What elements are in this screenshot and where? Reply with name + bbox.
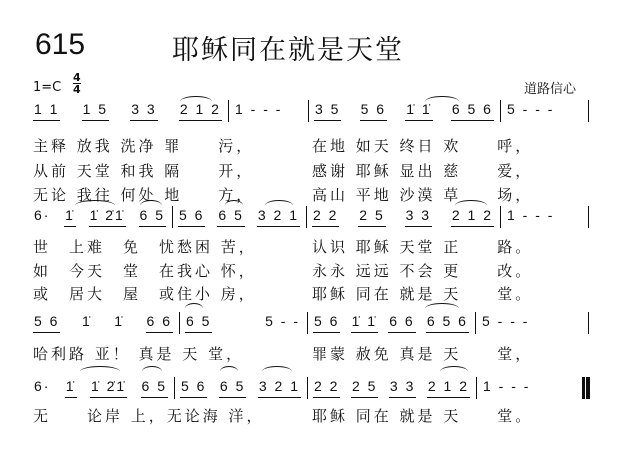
time-signature xyxy=(73,72,81,95)
lyric-line: 如 今天 堂 在我心 怀， xyxy=(33,262,257,280)
lyric-line: 无 论岸 上，无论海 洋， xyxy=(33,407,265,425)
slur-mark xyxy=(425,96,459,107)
note-group: 2 2 xyxy=(312,207,339,227)
slur-mark xyxy=(440,366,468,377)
note-group: 2 5 xyxy=(358,207,385,227)
slur-mark xyxy=(455,200,487,211)
barline xyxy=(172,206,173,228)
barline xyxy=(308,100,309,122)
measure xyxy=(506,101,582,120)
note-group: 2 5 xyxy=(351,378,378,398)
barline xyxy=(307,377,308,399)
note-group: 5 6 xyxy=(360,101,387,121)
time-bottom: 4 xyxy=(73,83,81,96)
barline xyxy=(588,312,589,334)
note-group: 6 5 xyxy=(141,378,168,398)
hymn-number: 615 xyxy=(35,28,86,61)
barline xyxy=(588,206,589,228)
lyric-line: 高山 平地 沙漠 草 场， xyxy=(312,186,534,204)
note-group: 3 3 xyxy=(405,207,432,227)
slur-mark xyxy=(220,366,238,377)
lyric-line: 在地 如天 终日 欢 呼， xyxy=(312,137,534,155)
barline xyxy=(306,206,307,228)
note-group: 5 6 xyxy=(313,313,340,333)
slur-mark xyxy=(262,366,292,377)
note-group: 5 6 xyxy=(180,378,207,398)
note-group: 1 1 xyxy=(33,101,60,121)
note-group: 3 2 1 xyxy=(258,378,301,398)
measure xyxy=(33,378,168,398)
lyric-line: 主释 放我 洗净 罪 污， xyxy=(33,137,255,155)
note-group: 2 1 2 xyxy=(427,378,470,398)
slur-mark xyxy=(225,200,243,211)
note-group: 6 5 xyxy=(219,378,246,398)
note-group: 5 6 xyxy=(178,207,205,227)
final-barline xyxy=(585,377,590,399)
note-group: 3 5 xyxy=(314,101,341,121)
note-group: 1̇ xyxy=(81,313,92,329)
note-group: 1̇ 2̇1̇ xyxy=(90,378,127,398)
measure xyxy=(313,313,469,333)
note-group: 5 - - xyxy=(265,313,300,329)
note-group: 3 2 1 xyxy=(257,207,300,227)
barline xyxy=(174,377,175,399)
slur-mark xyxy=(180,96,212,107)
lyric-line: 从前 天堂 和我 隔 开， xyxy=(33,162,255,180)
key-signature: 1=C xyxy=(33,80,62,95)
source-label: 道路信心 xyxy=(524,82,577,97)
measure xyxy=(314,101,494,121)
lyric-line: 认识 耶稣 天堂 正 路。 xyxy=(312,238,534,256)
measure xyxy=(33,313,173,333)
lyric-line: 或 居大 屋 或住小 房， xyxy=(33,285,257,303)
barline xyxy=(500,100,501,122)
note-group: 1̇ 2̇1̇ xyxy=(89,207,126,227)
note-group: 1̇ xyxy=(114,313,125,329)
lyric-line: 无论 我往 何处 地 方， xyxy=(33,186,255,204)
barline xyxy=(476,377,477,399)
note-group: 5 6 xyxy=(33,313,60,333)
measure xyxy=(234,101,302,120)
time-top: 4 xyxy=(73,71,81,84)
note-group: 1̇ 1̇ xyxy=(351,313,378,333)
slur-mark xyxy=(142,366,162,377)
note-group: 1 - - - xyxy=(507,207,555,223)
note-group: 1̇ xyxy=(64,207,76,227)
note-group: 1̇ 1̇ xyxy=(405,101,432,121)
note-group: 6 6 xyxy=(388,313,415,333)
measure xyxy=(185,313,301,333)
slur-mark xyxy=(80,366,120,377)
slur-mark xyxy=(425,303,459,314)
note-group: 2 1 2 xyxy=(179,101,222,121)
barline xyxy=(588,100,589,122)
lyric-line: 耶稣 同在 就是 天 堂。 xyxy=(312,285,534,303)
note-group: 1̇ xyxy=(65,378,77,398)
note-group: 1 - - - xyxy=(235,101,283,117)
barline xyxy=(500,206,501,228)
note-group: 2 1 2 xyxy=(451,207,494,227)
lyric-line: 罪蒙 赦免 真是 天 堂， xyxy=(312,345,534,363)
slur-mark xyxy=(75,200,115,211)
note-group: 6 5 xyxy=(185,313,212,333)
slur-mark xyxy=(140,200,162,211)
note-group: 1 5 xyxy=(82,101,109,121)
note-group: 5 - - - xyxy=(507,101,555,117)
lyric-line: 耶稣 同在 就是 天 堂。 xyxy=(312,407,534,425)
note-group: 6 5 6 xyxy=(451,101,494,121)
barline xyxy=(228,100,229,122)
measure xyxy=(313,378,470,398)
note-group: 3 3 xyxy=(130,101,157,121)
barline xyxy=(307,312,308,334)
lyric-line: 哈利路 亚！ 真是 天 堂， xyxy=(33,345,245,363)
note-group: 2 2 xyxy=(313,378,340,398)
lyric-line: 永永 远远 不会 更 改。 xyxy=(312,262,534,280)
barline xyxy=(179,312,180,334)
lyric-line: 感谢 耶稣 显出 慈 爱， xyxy=(312,162,534,180)
note-group: 6· xyxy=(34,378,51,394)
note-group: 6 5 xyxy=(139,207,166,227)
note-group: 6 5 xyxy=(217,207,244,227)
hymn-title: 耶稣同在就是天堂 xyxy=(172,35,404,66)
note-group: 6 5 6 xyxy=(426,313,469,333)
note-group: 5 - - - xyxy=(482,313,530,329)
note-group: 1 - - - xyxy=(483,378,531,394)
note-group: 6· xyxy=(34,207,51,223)
measure xyxy=(482,378,579,397)
measure xyxy=(180,378,301,398)
slur-mark xyxy=(265,200,293,211)
measure xyxy=(481,313,582,332)
slur-mark xyxy=(185,303,203,314)
barline xyxy=(475,312,476,334)
lyric-line: 世 上难 免 忧愁困 苦， xyxy=(33,238,257,256)
measure xyxy=(506,207,582,226)
note-group: 6 6 xyxy=(146,313,173,333)
note-group: 3 3 xyxy=(389,378,416,398)
